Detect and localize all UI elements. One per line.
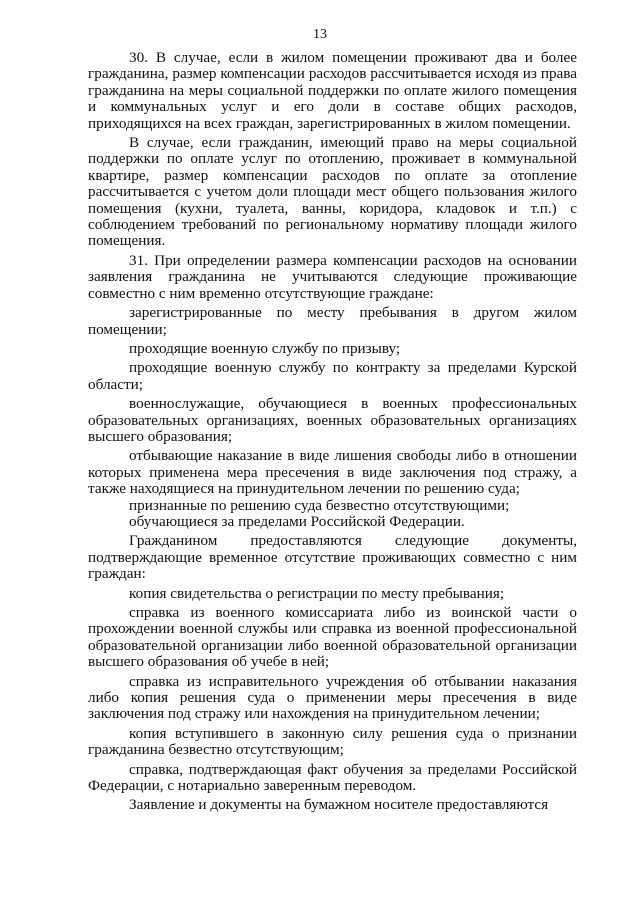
paragraph-communal-apartment: В случае, если гражданин, имеющий право на меры социальной поддержки по оплате услуг по отоплению, проживает в коммунальной квартире, размер компенсации расходов по оплате за отопление рассчитывается с учетом доли площади мест общего пользования жилого помещения (кухни, туалета, ванны, коридора, кладовок и т.п.) с соблюдением требований по региональному нормативу площади жилого помещения. — [88, 134, 577, 250]
list-item-missing-persons: признанные по решению суда безвестно отсутствующими; — [129, 496, 510, 514]
paragraph-30: 30. В случае, если в жилом помещении проживают два и более гражданина, размер компенсации расходов рассчитывается исходя из права гражданина на меры социальной поддержки по оплате жилого помещения и коммунальных услуг и его доли в составе общих расходов, приходящихся на всех граждан, зарегистрированных в жилом помещении. — [88, 49, 577, 132]
paragraph-paper-submission: Заявление и документы на бумажном носителе предоставляются — [129, 796, 549, 814]
list-item-correctional-certificate: справка из исправительного учреждения об отбывании наказания либо копия решения суда о применении меры пресечения в виде заключения под стражу или нахождения на принудительном лечении; — [88, 672, 577, 723]
paragraph-documents-intro: Гражданином предоставляются следующие документы, подтверждающие временное отсутствие проживающих совместно с ним граждан: — [88, 532, 577, 583]
list-item-registered-elsewhere: зарегистрированные по месту пребывания в другом жилом помещении; — [88, 304, 577, 338]
paragraph-31: 31. При определении размера компенсации расходов на основании заявления гражданина не учитываются следующие проживающие совместно с ним временно отсутствующие граждане: — [88, 251, 577, 302]
document-body — [88, 50, 577, 814]
list-item-military-certificate: справка из военного комиссариата либо из воинской части о прохождении военной службы или справка из военной профессиональной образовательной организации либо военной образовательной организации высшего образования об учебе в ней; — [88, 604, 577, 671]
list-item-conscript-service: проходящие военную службу по призыву; — [129, 339, 401, 357]
list-item-imprisoned: отбывающие наказание в виде лишения свободы либо в отношении которых применена мера пресечения в виде заключения под стражу, а также находящиеся на принудительном лечении по решению суда; — [88, 447, 577, 498]
list-item-contract-service: проходящие военную службу по контракту за пределами Курской области; — [88, 359, 577, 393]
list-item-studying-abroad: обучающиеся за пределами Российской Федерации. — [129, 512, 465, 530]
list-item-court-decision-copy: копия вступившего в законную силу решения суда о признании гражданина безвестно отсутствующим; — [88, 724, 577, 759]
list-item-registration-certificate: копия свидетельства о регистрации по месту пребывания; — [129, 584, 505, 602]
page-number: 13 — [313, 27, 327, 42]
list-item-study-abroad-certificate: справка, подтверждающая факт обучения за пределами Российской Федерации, с нотариально заверенным переводом. — [88, 760, 577, 795]
list-item-military-students: военнослужащие, обучающиеся в военных профессиональных образовательных организациях, военных образовательных организациях высшего образования; — [88, 395, 577, 445]
